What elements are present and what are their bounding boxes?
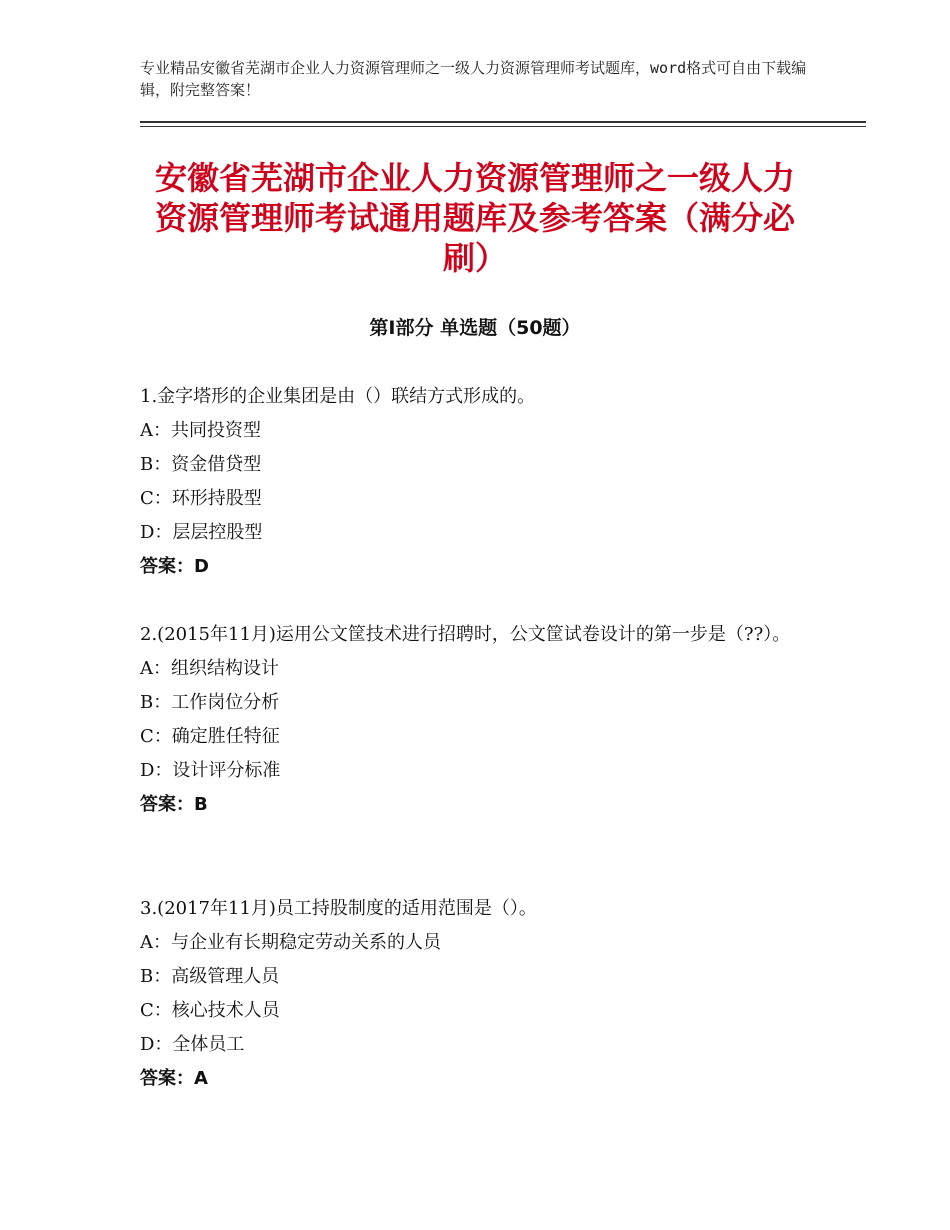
question-3 (140, 892, 830, 1096)
header-note: 专业精品安徽省芜湖市企业人力资源管理师之一级人力资源管理师考试题库，word格式可自由下载编辑，附完整答案！ (140, 59, 807, 99)
option-a: A：组织结构设计 (140, 658, 279, 679)
question-text: 3.(2017年11月)员工持股制度的适用范围是（）。 (140, 898, 537, 919)
option-a: A：共同投资型 (140, 420, 261, 441)
section-heading: 第Ⅰ部分 单选题（50题） (369, 317, 581, 339)
option-a: A：与企业有长期稳定劳动关系的人员 (140, 932, 441, 953)
document-title: 安徽省芜湖市企业人力资源管理师之一级人力资源管理师考试通用题库及参考答案（满分必刷） (154, 159, 795, 277)
option-d: D：全体员工 (140, 1034, 245, 1055)
question-text: 2.(2015年11月)运用公文筐技术进行招聘时，公文筐试卷设计的第一步是（??）。 (140, 624, 791, 645)
option-b: B：工作岗位分析 (140, 692, 280, 713)
answer-line: 答案：D (140, 556, 209, 577)
question-text: 1.金字塔形的企业集团是由（）联结方式形成的。 (140, 386, 536, 407)
option-d: D：层层控股型 (140, 522, 263, 543)
option-b: B：高级管理人员 (140, 966, 280, 987)
option-c: C：核心技术人员 (140, 1000, 280, 1021)
header-rule-thin (140, 126, 866, 127)
option-c: C：确定胜任特征 (140, 726, 280, 747)
option-c: C：环形持股型 (140, 488, 262, 509)
question-2 (140, 618, 830, 822)
answer-line: 答案：B (140, 794, 208, 815)
option-d: D：设计评分标准 (140, 760, 281, 781)
header-rule-thick (140, 121, 866, 123)
question-1 (140, 380, 830, 584)
option-b: B：资金借贷型 (140, 454, 262, 475)
answer-line: 答案：A (140, 1068, 208, 1089)
